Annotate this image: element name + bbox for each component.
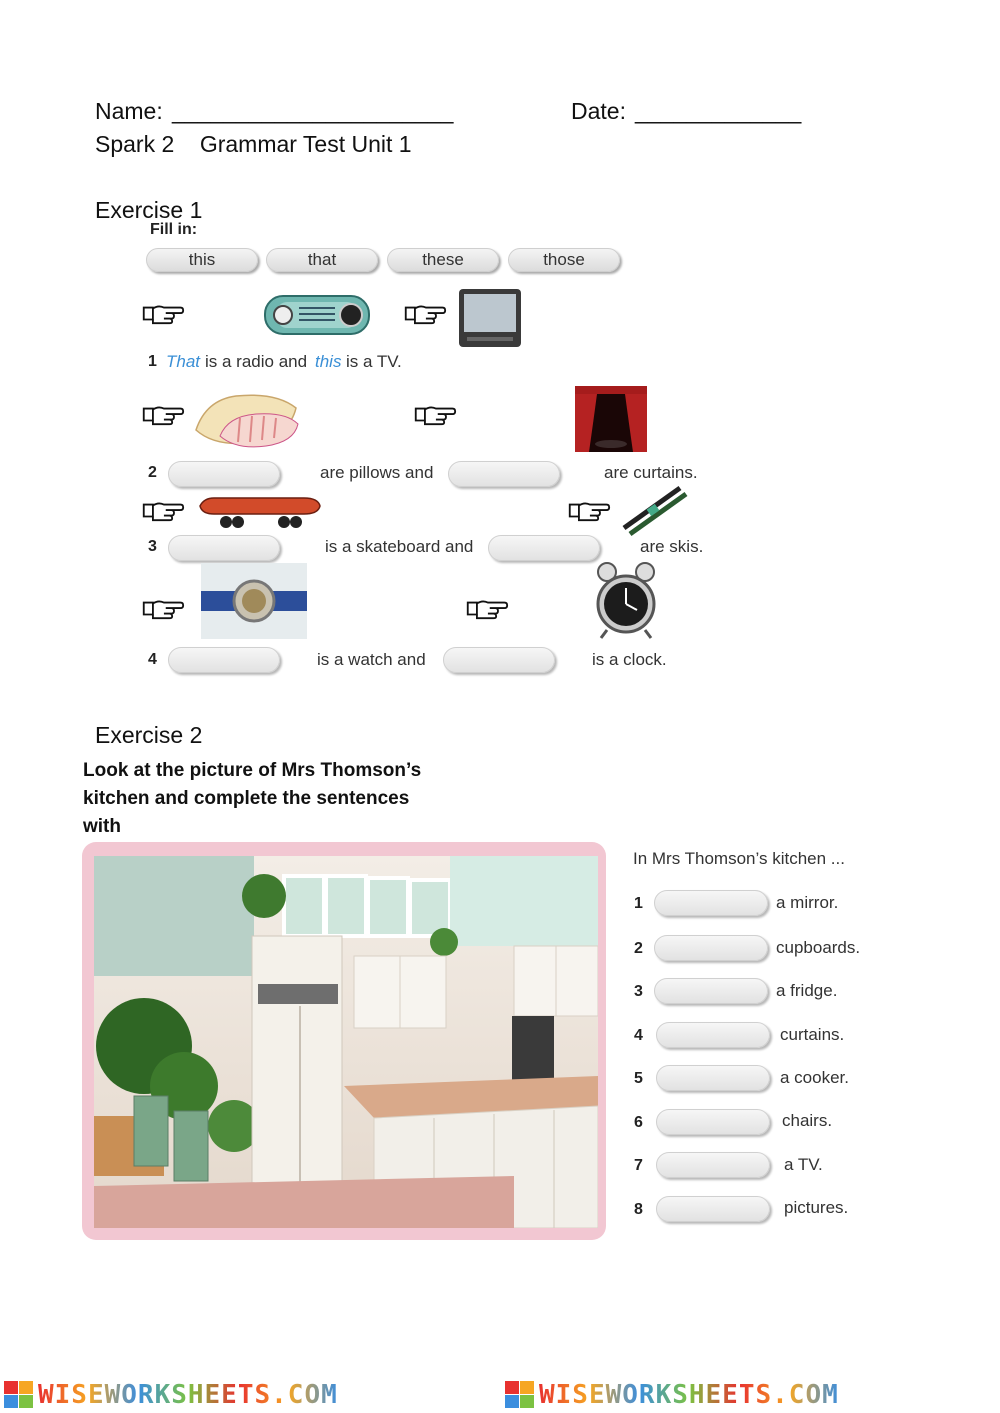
alarm-clock-icon bbox=[593, 560, 659, 642]
example-answer: this bbox=[315, 352, 342, 371]
pointing-hand-icon bbox=[140, 598, 186, 620]
name-line: ______________________ bbox=[172, 98, 454, 124]
exercise2-instruction-line: Look at the picture of Mrs Thomson’s bbox=[83, 760, 422, 781]
answer-field[interactable] bbox=[168, 461, 280, 487]
sentence-text: is a radio and bbox=[205, 352, 308, 371]
sentence-text: are curtains. bbox=[604, 463, 698, 482]
answer-field[interactable] bbox=[443, 647, 555, 673]
item-number: 4 bbox=[634, 1027, 643, 1044]
answer-field[interactable] bbox=[448, 461, 560, 487]
answer-field[interactable] bbox=[656, 1196, 770, 1222]
answer-field[interactable] bbox=[488, 535, 600, 561]
footer-brand bbox=[38, 1380, 338, 1410]
sentence-text: is a TV. bbox=[346, 352, 402, 371]
sentence-text: is a skateboard and bbox=[325, 537, 474, 556]
sentence-text: a mirror. bbox=[776, 893, 839, 912]
sentence-text: curtains. bbox=[780, 1025, 845, 1044]
exercise1-instruction: Fill in: bbox=[150, 221, 198, 238]
watch-icon bbox=[201, 563, 307, 639]
example-answer: That bbox=[166, 352, 201, 371]
sentence-text: a fridge. bbox=[776, 981, 838, 1000]
answer-field[interactable] bbox=[656, 1152, 770, 1178]
answer-field[interactable] bbox=[656, 1109, 770, 1135]
answer-field[interactable] bbox=[168, 647, 280, 673]
tv-icon bbox=[457, 287, 523, 351]
exercise2-instruction-line: with bbox=[83, 816, 121, 837]
pointing-hand-icon bbox=[140, 303, 186, 325]
pointing-hand-icon bbox=[140, 404, 186, 426]
footer-brand bbox=[539, 1380, 839, 1410]
word-bank-these[interactable]: these bbox=[387, 248, 499, 272]
answer-field[interactable] bbox=[654, 935, 768, 961]
exercise2-instruction-line: kitchen and complete the sentences bbox=[83, 788, 410, 809]
footer-brand-text: WISEWORKSHEETS.COM bbox=[539, 1380, 839, 1410]
sentence-text: cupboards. bbox=[776, 938, 861, 957]
pointing-hand-icon bbox=[402, 303, 448, 325]
exercise2-intro: In Mrs Thomson’s kitchen ... bbox=[633, 849, 845, 868]
pointing-hand-icon bbox=[140, 500, 186, 522]
word-bank-that[interactable]: that bbox=[266, 248, 378, 272]
item-number: 6 bbox=[634, 1114, 643, 1131]
kitchen-picture-frame bbox=[82, 842, 606, 1240]
date-line: _____________ bbox=[635, 98, 802, 124]
skis-icon bbox=[620, 482, 688, 538]
wiseworksheets-logo-icon bbox=[505, 1381, 535, 1409]
pointing-hand-icon bbox=[464, 598, 510, 620]
radio-icon bbox=[261, 290, 373, 338]
date-label: Date: bbox=[571, 98, 626, 124]
exercise2-title: Exercise 2 bbox=[95, 722, 203, 748]
item-number: 7 bbox=[634, 1157, 643, 1174]
sentence-text: is a watch and bbox=[317, 650, 426, 669]
item-number: 1 bbox=[148, 353, 157, 370]
item-number: 3 bbox=[634, 983, 643, 1000]
answer-field[interactable] bbox=[656, 1065, 770, 1091]
word-bank-those[interactable]: those bbox=[508, 248, 620, 272]
word-bank-this[interactable]: this bbox=[146, 248, 258, 272]
item-number: 3 bbox=[148, 538, 157, 555]
answer-field[interactable] bbox=[168, 535, 280, 561]
item-number: 8 bbox=[634, 1201, 643, 1218]
sentence-text: chairs. bbox=[782, 1111, 833, 1130]
pillows-icon bbox=[190, 390, 302, 448]
sentence-text: a TV. bbox=[784, 1155, 823, 1174]
exercise1-title: Exercise 1 bbox=[95, 197, 203, 223]
name-label: Name: bbox=[95, 98, 163, 124]
item-number: 5 bbox=[634, 1070, 643, 1087]
sentence-text: pictures. bbox=[784, 1198, 849, 1217]
answer-field[interactable] bbox=[654, 978, 768, 1004]
pointing-hand-icon bbox=[566, 500, 612, 522]
answer-field[interactable] bbox=[654, 890, 768, 916]
sentence-text: are pillows and bbox=[320, 463, 434, 482]
item-number: 2 bbox=[148, 464, 157, 481]
item-number: 2 bbox=[634, 940, 643, 957]
item-number: 4 bbox=[148, 651, 157, 668]
sentence-text: is a clock. bbox=[592, 650, 667, 669]
curtains-icon bbox=[575, 386, 647, 452]
wiseworksheets-logo-icon bbox=[4, 1381, 34, 1409]
sentence-text: a cooker. bbox=[780, 1068, 849, 1087]
skateboard-icon bbox=[196, 492, 322, 532]
sentence-text: are skis. bbox=[640, 537, 704, 556]
item-number: 1 bbox=[634, 895, 643, 912]
answer-field[interactable] bbox=[656, 1022, 770, 1048]
kitchen-picture bbox=[94, 856, 598, 1228]
worksheet-subtitle: Spark 2 Grammar Test Unit 1 bbox=[95, 131, 412, 157]
footer-brand-text: WISEWORKSHEETS.COM bbox=[38, 1380, 338, 1410]
pointing-hand-icon bbox=[412, 404, 458, 426]
